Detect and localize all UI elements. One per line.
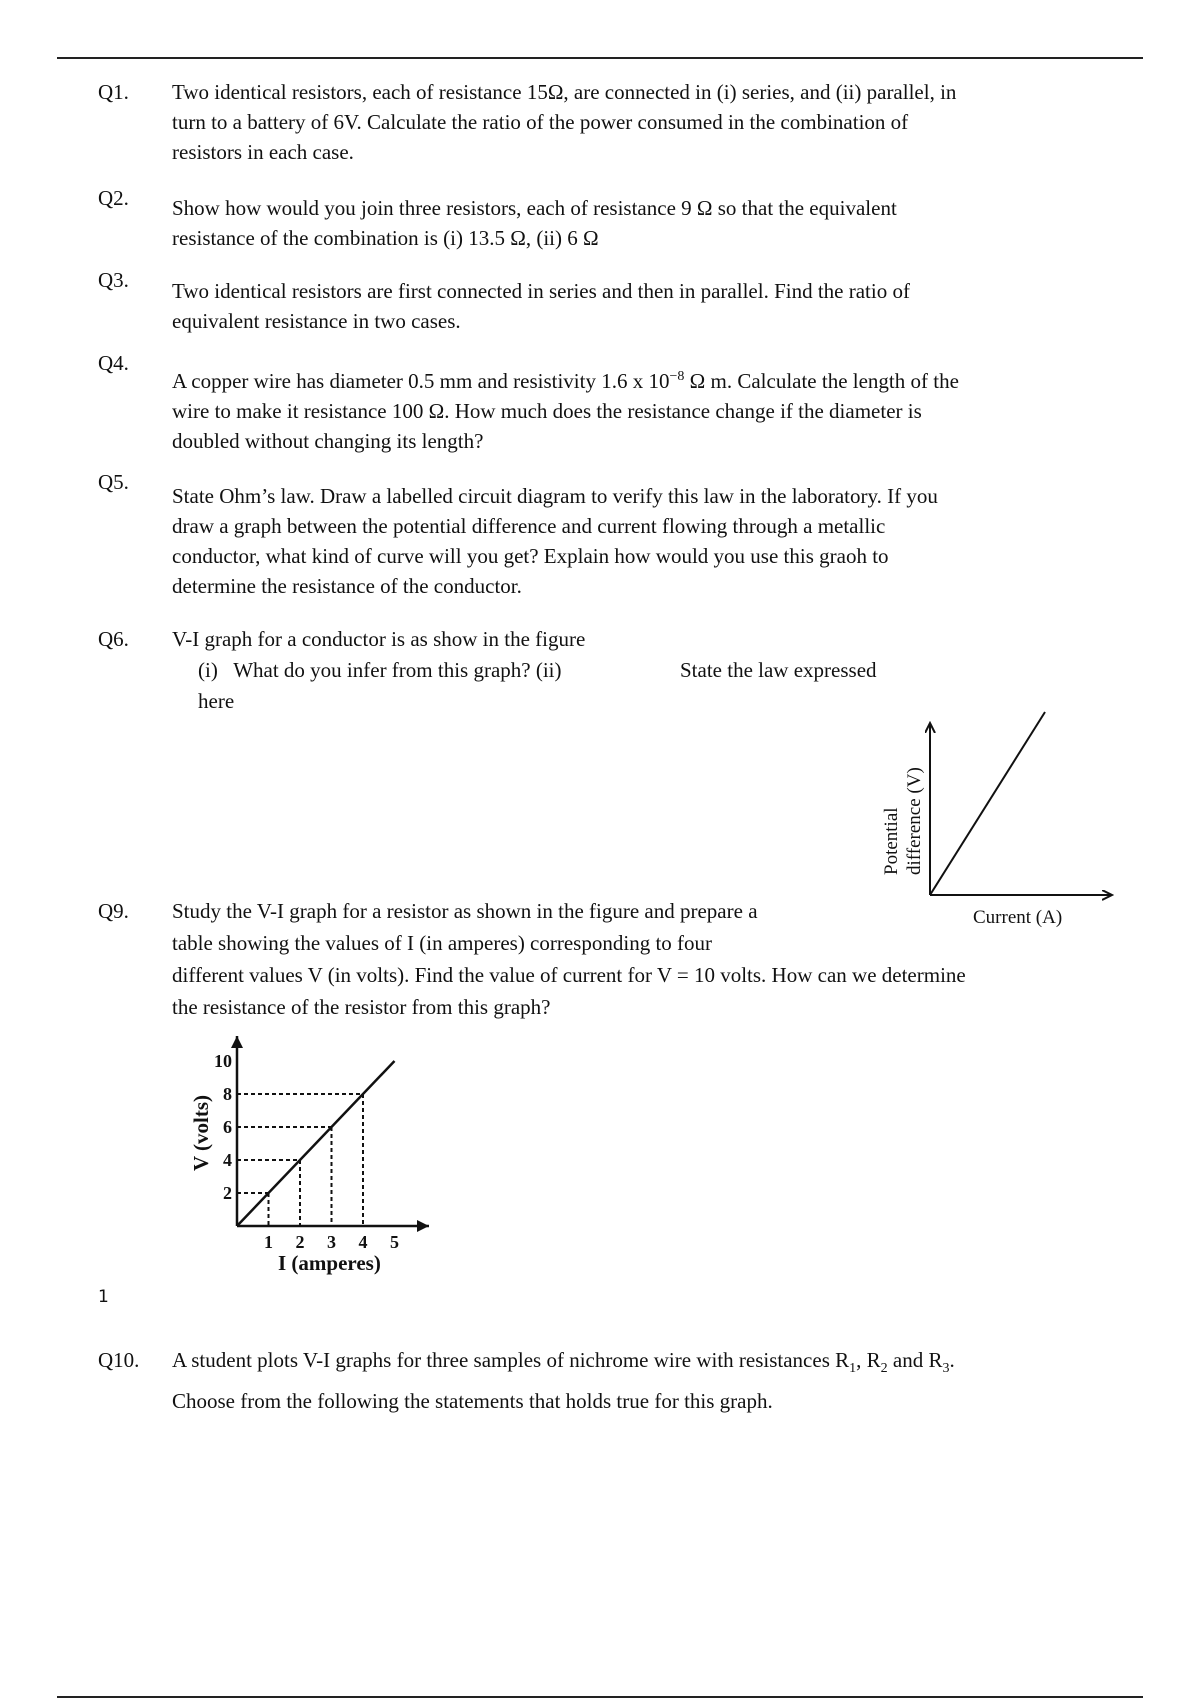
q9-xlabel: I (amperes) (278, 1251, 381, 1275)
q10-end: . (949, 1348, 955, 1372)
q9-y-ticks (214, 1051, 232, 1203)
q9-x-tick-3: 3 (327, 1232, 336, 1252)
q6-ylabel-line-2: difference (V) (904, 767, 925, 875)
q6-vi-line (930, 712, 1045, 895)
q9-ylabel: V (volts) (189, 1094, 213, 1171)
q1-line-1: Two identical resistors, each of resistance 15Ω, are connected in (i) series, and (ii) parallel, in (172, 80, 957, 104)
q9-x-tick-4: 4 (358, 1232, 368, 1252)
top-rule (57, 57, 1143, 59)
q9-line-2: table showing the values of I (in amperes) corresponding to four (172, 931, 713, 955)
q10-text (172, 1345, 955, 1416)
q9-y-tick-6: 6 (223, 1117, 232, 1137)
q9-vi-chart (175, 1028, 445, 1288)
q2-number: Q2. (98, 186, 129, 210)
q2-line-2: resistance of the combination is (i) 13.5 Ω, (ii) 6 Ω (172, 226, 599, 250)
q4-line-1 (172, 362, 959, 396)
q10-sub-3: 3 (942, 1361, 950, 1377)
q9-line-3: different values V (in volts). Find the value of current for V = 10 volts. How can we determine (172, 963, 966, 987)
q2-line-1: Show how would you join three resistors, each of resistance 9 Ω so that the equivalent (172, 196, 897, 220)
q4-line-1-b: Ω m. Calculate the length of the (689, 369, 959, 393)
q3-line-1: Two identical resistors are first connected in series and then in parallel. Find the ratio of (172, 279, 910, 303)
q5-line-3: conductor, what kind of curve will you get? Explain how would you use this graoh to (172, 544, 889, 568)
q1-text (172, 77, 956, 167)
q10-sub-2: 2 (880, 1361, 888, 1377)
q6-xlabel: Current (A) (973, 907, 1063, 928)
q9-line-1: Study the V-I graph for a resistor as shown in the figure and prepare a (172, 899, 758, 923)
q4-line-3: doubled without changing its length? (172, 429, 484, 453)
q2-text (172, 193, 897, 253)
q5-line-2: draw a graph between the potential difference and current flowing through a metallic (172, 514, 886, 538)
q10-sub-1: 1 (849, 1361, 857, 1377)
q4-number: Q4. (98, 351, 129, 375)
q9-line-4: the resistance of the resistor from this graph? (172, 995, 551, 1019)
page-number: 1 (98, 1287, 109, 1307)
q9-text (172, 896, 966, 1022)
q10-sep-1: , R (856, 1348, 881, 1372)
q9-x-tick-5: 5 (390, 1232, 399, 1252)
q10-line-1 (172, 1345, 955, 1384)
q5-line-4: determine the resistance of the conductor. (172, 574, 522, 598)
q9-x-tick-1: 1 (264, 1232, 273, 1252)
q5-line-1: State Ohm’s law. Draw a labelled circuit diagram to verify this law in the laboratory. If you (172, 484, 938, 508)
q9-vi-line (237, 1061, 395, 1226)
q10-line-2: Choose from the following the statements that holds true for this graph. (172, 1389, 773, 1414)
q6-sub-here: here (198, 689, 235, 713)
q10-number: Q10. (98, 1348, 140, 1372)
q6-sub-ii: State the law expressed (680, 658, 877, 682)
q9-y-tick-4: 4 (223, 1150, 232, 1170)
q6-sub-i: (i) What do you infer from this graph? (ii) (198, 658, 562, 682)
q4-exponent: −8 (669, 369, 685, 384)
q6-line-1: V-I graph for a conductor is as show in the figure (172, 627, 586, 651)
bottom-rule (57, 1696, 1143, 1698)
q10-sep-2: and R (887, 1348, 943, 1372)
q5-text (172, 481, 938, 601)
q4-text (172, 362, 959, 456)
q9-y-tick-10: 10 (214, 1051, 232, 1071)
q9-x-tick-2: 2 (295, 1232, 305, 1252)
q5-number: Q5. (98, 470, 129, 494)
q9-y-tick-2: 2 (223, 1183, 232, 1203)
q1-line-3: resistors in each case. (172, 140, 354, 164)
q1-number: Q1. (98, 80, 129, 104)
q3-text (172, 276, 910, 336)
q4-line-1-a: A copper wire has diameter 0.5 mm and resistivity 1.6 x 10 (172, 369, 670, 393)
q6-number: Q6. (98, 627, 129, 651)
q3-number: Q3. (98, 268, 129, 292)
q6-ylabel-line-1: Potential (881, 807, 902, 875)
q10-line-1-a: A student plots V-I graphs for three samples of nichrome wire with resistances R (172, 1348, 850, 1372)
q3-line-2: equivalent resistance in two cases. (172, 309, 461, 333)
q9-number: Q9. (98, 899, 129, 923)
q9-x-ticks (264, 1232, 399, 1252)
q1-line-2: turn to a battery of 6V. Calculate the ratio of the power consumed in the combination of (172, 110, 909, 134)
q9-y-tick-8: 8 (223, 1084, 232, 1104)
q4-line-2: wire to make it resistance 100 Ω. How much does the resistance change if the diameter is (172, 399, 922, 423)
